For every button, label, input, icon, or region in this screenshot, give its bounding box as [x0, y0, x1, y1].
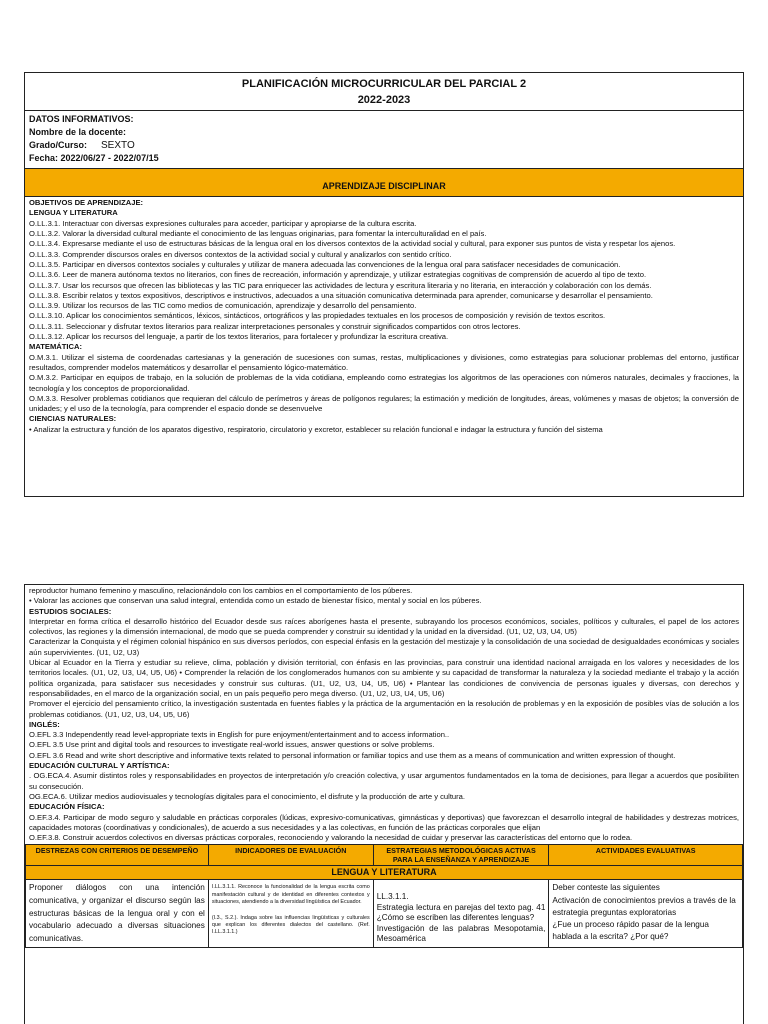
section-heading: CIENCIAS NATURALES:	[29, 414, 117, 424]
activity-line: Activación de conocimientos previos a través de la estrategia preguntas exploratorias	[552, 895, 736, 917]
indicator-cell	[208, 880, 373, 948]
objectives-text-page-1	[25, 197, 743, 436]
title-block	[25, 73, 743, 111]
section-heading: LENGUA Y LITERATURA	[29, 208, 118, 218]
objective-line: O.LL.3.5. Participar en diversos contextos sociales y culturales y utilizar de manera adecuada las convenciones de la lengua oral para satisfacer necesidades de comunicación.	[29, 259, 621, 269]
header-destrezas: DESTREZAS CON CRITERIOS DE DESEMPEÑO	[26, 845, 209, 866]
objective-line: O.EFL 3.6 Read and write short descriptive and informative texts related to personal information or familiar topics and use them as a means of communication and written expression of thought.	[29, 750, 676, 760]
objective-line: O.LL.3.10. Aplicar los conocimientos semánticos, léxicos, sintácticos, ortográficos y las propiedades textuales en los procesos de composición y revisión de textos escritos.	[29, 311, 606, 321]
table-row	[26, 880, 743, 948]
objective-line: O.EFL 3.5 Use print and digital tools and resources to investigate real-world issues, answer questions or solve problems.	[29, 740, 435, 750]
objective-line: O.M.3.2. Participar en equipos de trabajo, en la solución de problemas de la vida cotidiana, empleando como estrategias los algoritmos de las operaciones con números naturales, decimales y fracciones, la tecnología y los conceptos de proporcionalidad.	[29, 373, 739, 393]
section-heading: EDUCACIÓN FÍSICA:	[29, 802, 105, 812]
objective-line: O.LL.3.2. Valorar la diversidad cultural mediante el conocimiento de las lenguas originarias, para fomentar la interculturalidad en el país.	[29, 229, 487, 239]
section-heading: OBJETIVOS DE APRENDIZAJE:	[29, 198, 144, 208]
objective-line: OG.ECA.6. Utilizar medios audiovisuales y tecnologías digitales para el conocimiento, el disfrute y la producción de arte y cultura.	[29, 791, 466, 801]
objective-line: O.LL.3.9. Utilizar los recursos de las TIC como medios de comunicación, aprendizaje y desarrollo del pensamiento.	[29, 301, 417, 311]
teacher-label: Nombre de la docente:	[29, 126, 127, 137]
section-heading: INGLÉS:	[29, 719, 60, 729]
objective-line: O.LL.3.4. Expresarse mediante el uso de estructuras básicas de la lengua oral en los diversos contextos de la actividad social y cultural, para exponer sus puntos de vista y respetar los ajenos.	[29, 239, 676, 249]
objective-line: O.LL.3.3. Comprender discursos orales en diversos contextos de la actividad social y cultural y analizarlos con sentido crítico.	[29, 249, 452, 259]
skill-cell: Proponer diálogos con una intención comunicativa, y organizar el discurso según las estructuras básicas de la lengua oral y con el vocabulario adecuado a diversas situaciones comunicativas.	[26, 880, 209, 948]
strategy-line: Investigación de las palabras Mesopotamia, Mesoamérica	[376, 923, 546, 944]
section-heading: EDUCACIÓN CULTURAL Y ARTÍSTICA:	[29, 761, 170, 771]
objective-line: . OG.ECA.4. Asumir distintos roles y responsabilidades en proyectos de interpretación y/o creación colectiva, y usar argumentos fundamentados en la toma de decisiones, para llegar a acuerdos que posibiliten su consecución.	[29, 771, 739, 791]
document-year: 2022-2023	[357, 94, 411, 106]
objective-line: O.LL.3.11. Seleccionar y disfrutar textos literarios para realizar interpretaciones personales y construir significados compartidos con otros lectores.	[29, 321, 521, 331]
date-line: Fecha: 2022/06/27 - 2022/07/15	[29, 153, 159, 164]
objective-line: O.EF.3.8. Construir acuerdos colectivos en diversas prácticas corporales, reconociendo y valorando la necesidad de cuidar y preservar las características del entorno que lo rodea.	[29, 833, 633, 843]
objective-line: O.LL.3.8. Escribir relatos y textos expositivos, descriptivos e instructivos, adecuados a una situación comunicativa determinada para aprender, comunicarse y desarrollar el pensamiento.	[29, 290, 653, 300]
objective-line: • Valorar las acciones que conservan una salud integral, entendida como un estado de bienestar físico, mental y social en los púberes.	[29, 596, 482, 606]
header-estrategias: ESTRATEGIAS METODOLÓGICAS ACTIVAS PARA LA ENSEÑANZA Y APRENDIZAJE	[373, 845, 549, 866]
strategy-line: Estrategia lectura en parejas del texto pag. 41 ¿Cómo se escriben las diferentes lenguas?	[376, 902, 546, 923]
objective-line: Promover el ejercicio del pensamiento crítico, la investigación sustentada en fuentes fiables y la práctica de la argumentación en la resolución de problemas y en la exposición de posibles vías de solución a los problemas cotidianos. (U1, U2, U3, U4, U5, U6)	[29, 699, 739, 719]
objective-line: O.EF.3.4. Participar de modo seguro y saludable en prácticas corporales (lúdicas, expresivo-comunicativas, gimnásticas y deportivas) que favorezcan el desarrollo integral de habilidades y destrezas motrices, capacidades motoras (coordinativas y condicionales), de acuerdo a sus necesidades y a las colectivas, en función de las prácticas corporales que elijan	[29, 812, 739, 832]
objective-line: O.M.3.3. Resolver problemas cotidianos que requieran del cálculo de perímetros y áreas de polígonos regulares; la estimación y medición de longitudes, áreas, volúmenes y masas de objetos; la conversión de unidades; y el uso de la tecnología, para comprender el espacio donde se desenvuelve	[29, 393, 739, 414]
planning-table	[25, 844, 743, 948]
grade-value: SEXTO	[101, 139, 135, 151]
objectives-text-page-2	[25, 585, 743, 844]
document-page-1	[24, 72, 744, 497]
subject-row: LENGUA Y LITERATURA	[26, 866, 743, 880]
activity-line: ¿Fue un proceso rápido pasar de la lengua hablada a la escrita? ¿Por qué?	[552, 920, 709, 942]
objective-line: O.LL.3.7. Usar los recursos que ofrecen las bibliotecas y las TIC para enriquecer las actividades de lectura y escritura literaria y no literaria, en interacción y colaboración con los demás.	[29, 280, 652, 290]
info-heading: DATOS INFORMATIVOS:	[29, 114, 134, 124]
objective-line: • Analizar la estructura y función de los aparatos digestivo, respiratorio, circulatorio y excretor, establecer su relación funcional e indagar la estructura y función del sistema	[29, 424, 603, 434]
info-block	[25, 111, 743, 169]
objective-line: Ubicar al Ecuador en la Tierra y estudiar su relieve, clima, población y división territorial, con énfasis en las provincias, para construir una identidad nacional arraigada en los valores y necesidades de los territorios locales. (U1, U2, U3, U4, U5, U6) • Comprender la relación de los conglomerados humanos con su ambiente y su capacidad de transformar la naturaleza y la sociedad mediante el trabajo y la acción política organizada, para satisfacer sus necesidades y construir sus culturas. (U1, U2, U3, U4, U5, U6) • Plantear las condiciones de convivencia de personas iguales y diversas, con derechos y responsabilidades, en el marco de la organización social, en un país pequeño pero mega diverso. (U1, U2, U3, U4, U5, U6)	[29, 658, 739, 698]
strategy-cell	[373, 880, 549, 948]
indicator-text-a: I.LL.3.1.1. Reconoce la funcionalidad de la lengua escrita como manifestación cultural y de identidad en diferentes contextos y situaciones, atendiendo a la diversidad lingüística del Ecuador.	[211, 884, 370, 905]
objective-line: O.M.3.1. Utilizar el sistema de coordenadas cartesianas y la generación de sucesiones con sumas, restas, multiplicaciones y divisiones, como estrategias para solucionar problemas del entorno, justificar resultados, comprender modelos matemáticos y desarrollar el pensamiento lógico-matemático.	[29, 352, 739, 372]
activity-cell	[549, 880, 743, 948]
objective-line: O.LL.3.12. Aplicar los recursos del lenguaje, a partir de los textos literarios, para fortalecer y profundizar la escritura creativa.	[29, 332, 449, 342]
document-page-2	[24, 584, 744, 1024]
objective-line: O.EFL 3.3 Independently read level-appropriate texts in English for pure enjoyment/entertainment and to access information..	[29, 730, 450, 740]
header-indicadores: INDICADORES DE EVALUACIÓN	[208, 845, 373, 866]
objective-line: reproductor humano femenino y masculino, relacionándolo con los cambios en el comportamiento de los púberes.	[29, 586, 413, 595]
objective-line: Caracterizar la Conquista y el régimen colonial hispánico en sus diversos períodos, con especial énfasis en la gestación del mestizaje y la consolidación de una sociedad de desigualdades económicas y sociales aún supervivientes. (U1, U2, U3)	[29, 637, 739, 657]
activity-line: Deber conteste las siguientes	[552, 883, 660, 893]
header-actividades: ACTIVIDADES EVALUATIVAS	[549, 845, 743, 866]
section-band: APRENDIZAJE DISCIPLINAR	[25, 169, 743, 197]
grade-label: Grado/Curso:	[29, 139, 88, 150]
indicator-text-b: (I.3., S.2.). Indaga sobre las influencias lingüísticas y culturales que explican los diferentes dialectos del castellano. (Ref. I.LL.3.1.1.)	[211, 915, 370, 936]
objective-line: Interpretar en forma crítica el desarrollo histórico del Ecuador desde sus raíces aborígenes hasta el presente, subrayando los procesos económicos, sociales, políticos y culturales, el papel de los actores colectivos, las regiones y la dimensión internacional, de modo que se pueda comprender y construir su identidad y la unidad en la diversidad. (U1, U2, U3, U4, U5)	[29, 616, 739, 637]
objective-line: O.LL.3.1. Interactuar con diversas expresiones culturales para acceder, participar y apropiarse de la cultura escrita.	[29, 218, 417, 228]
section-heading: MATEMÁTICA:	[29, 342, 83, 352]
document-title: PLANIFICACIÓN MICROCURRICULAR DEL PARCIAL 2	[241, 78, 527, 90]
section-heading: ESTUDIOS SOCIALES:	[29, 606, 112, 616]
strategy-line: LL.3.1.1.	[376, 892, 409, 902]
objective-line: O.LL.3.6. Leer de manera autónoma textos no literarios, con fines de recreación, información y aprendizaje, y utilizar estrategias cognitivas de comprensión de acuerdo al tipo de texto.	[29, 270, 647, 280]
